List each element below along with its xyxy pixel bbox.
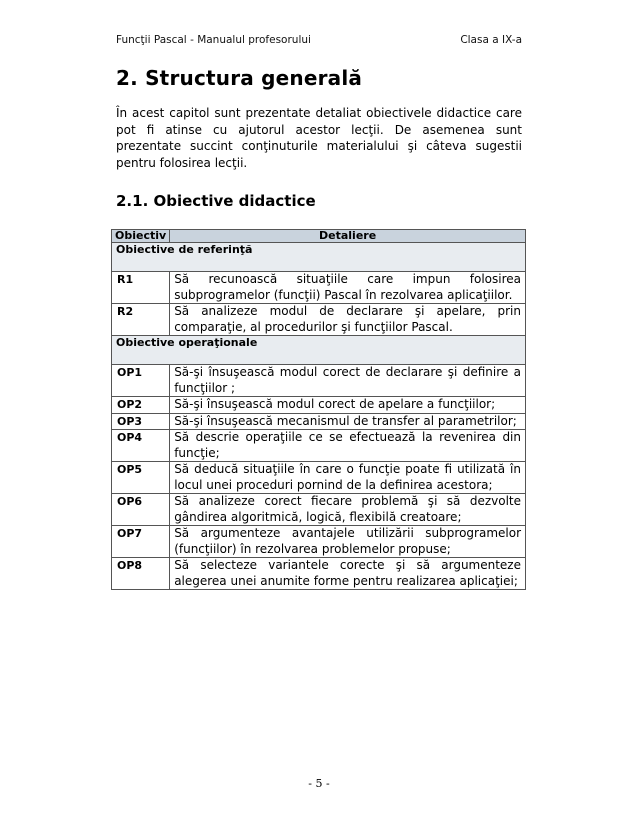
section-row-operational [112, 336, 526, 365]
objective-description: Să selecteze variantele corecte şi să argumenteze alegerea unei anumite forme pentru realizarea aplicaţiei; [170, 558, 526, 590]
table-row [112, 462, 526, 494]
objective-code: OP7 [112, 526, 170, 558]
objective-description: Să analizeze corect fiecare problemă şi să dezvolte gândirea algoritmică, logică, flexibilă creatoare; [170, 494, 526, 526]
table-row [112, 526, 526, 558]
objective-description: Să descrie operaţiile ce se efectuează la revenirea din funcţie; [170, 430, 526, 462]
header-class: Clasa a IX-a [460, 34, 522, 46]
table-row [112, 397, 526, 414]
section-intro: În acest capitol sunt prezentate detaliat obiectivele didactice care pot fi atinse cu ajutorul acestor lecţii. De asemenea sunt prezentate succint conţinuturile materialului şi câteva sugestii pentru folosirea lecţii. [116, 106, 522, 170]
objective-description: Să deducă situaţiile în care o funcţie poate fi utilizată în locul unei proceduri pornind de la definirea acestora; [170, 462, 526, 494]
objectives-table [111, 229, 526, 590]
objective-code: OP1 [112, 365, 170, 397]
section-row-reference [112, 243, 526, 272]
table-body [112, 243, 526, 590]
page-number: - 5 - [308, 777, 330, 790]
subsection-title: 2.1. Obiective didactice [116, 192, 316, 210]
table-row [112, 494, 526, 526]
table-row [112, 558, 526, 590]
objective-description: Să argumenteze avantajele utilizării subprogramelor (funcţiilor) în rezolvarea problemelor propuse; [170, 526, 526, 558]
objective-description: Să-şi însuşească modul corect de declarare şi definire a funcţiilor ; [170, 365, 526, 397]
table-row [112, 365, 526, 397]
page-header [116, 34, 522, 46]
section-heading-operational: Obiective operaţionale [112, 336, 526, 365]
column-header-objective: Obiectiv [112, 230, 170, 243]
table-row [112, 304, 526, 336]
objective-code: R1 [112, 272, 170, 304]
column-header-details: Detaliere [170, 230, 526, 243]
objective-description: Să-şi însuşească mecanismul de transfer al parametrilor; [170, 413, 526, 430]
objective-code: OP4 [112, 430, 170, 462]
objective-code: R2 [112, 304, 170, 336]
table-row [112, 272, 526, 304]
objective-code: OP5 [112, 462, 170, 494]
objective-description: Să recunoască situaţiile care impun folosirea subprogramelor (funcţii) Pascal în rezolvarea aplicaţiilor. [170, 272, 526, 304]
objective-code: OP2 [112, 397, 170, 414]
section-heading-reference: Obiective de referinţă [112, 243, 526, 272]
objective-code: OP8 [112, 558, 170, 590]
header-title: Funcţii Pascal - Manualul profesorului [116, 34, 311, 46]
section-title: 2. Structura generală [116, 66, 363, 90]
table-row [112, 430, 526, 462]
objective-code: OP3 [112, 413, 170, 430]
objective-description: Să-şi însuşească modul corect de apelare a funcţiilor; [170, 397, 526, 414]
table-header-row [112, 230, 526, 243]
table-row [112, 413, 526, 430]
objective-description: Să analizeze modul de declarare şi apelare, prin comparaţie, al procedurilor şi funcţiilor Pascal. [170, 304, 526, 336]
objective-code: OP6 [112, 494, 170, 526]
